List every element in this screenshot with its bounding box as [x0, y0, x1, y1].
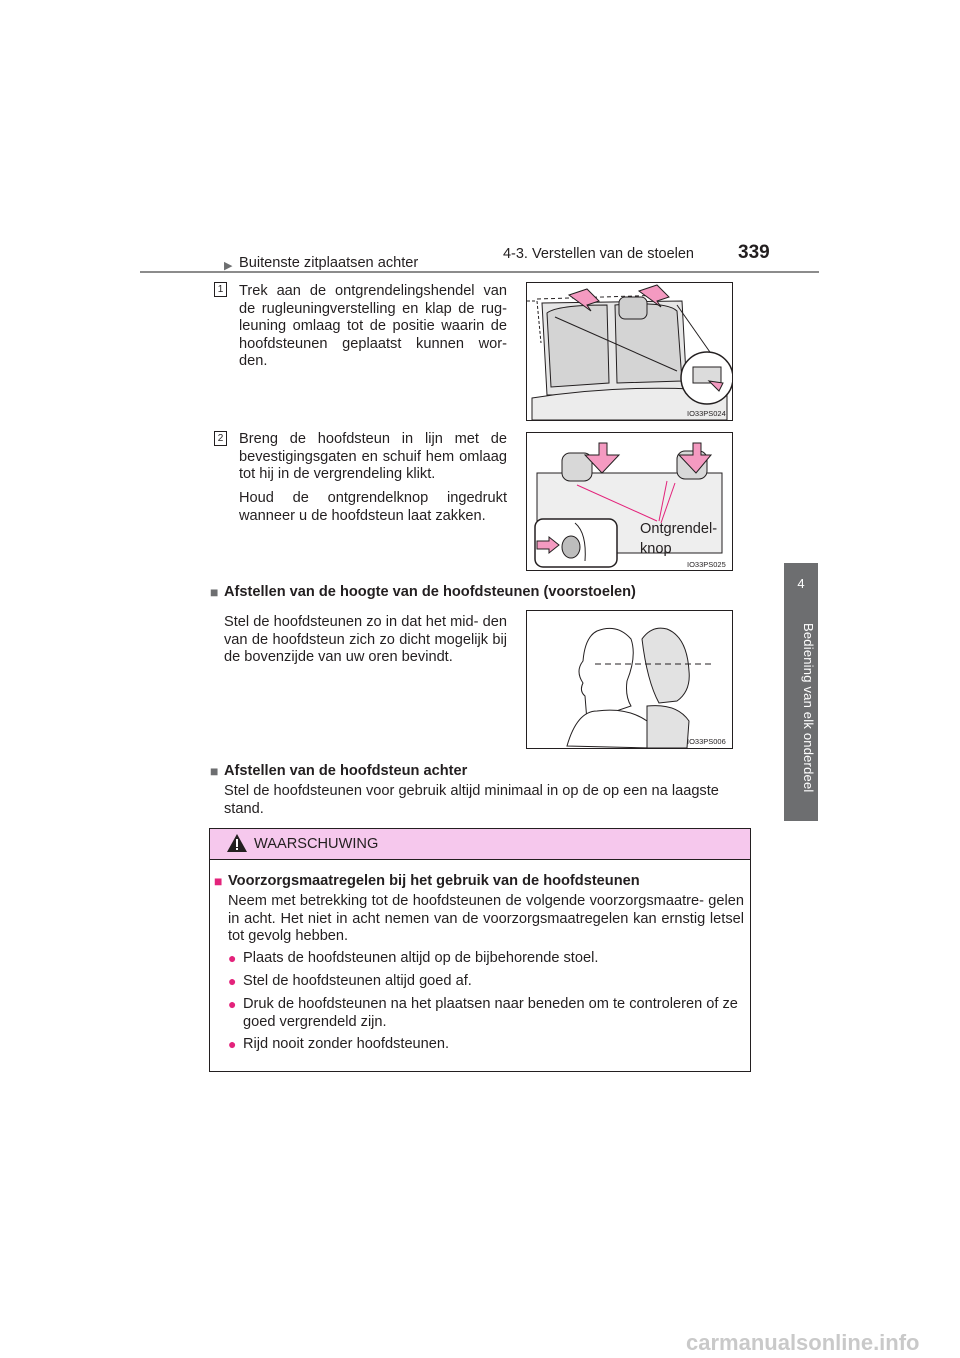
bullet-dot-icon: ● — [228, 973, 237, 989]
step-number: 2 — [214, 431, 227, 446]
rear-seat-fold-figure — [526, 282, 733, 421]
step-text-note: Houd de ontgrendelknop ingedrukt wanneer u de hoofdsteun laat zakken. — [239, 490, 507, 524]
chapter-tab-box — [784, 563, 818, 621]
step-number: 1 — [214, 282, 227, 297]
triangle-bullet-icon: ▶ — [224, 260, 233, 272]
warning-item: Rijd nooit zonder hoofdsteunen. — [243, 1036, 450, 1052]
step-text: Trek aan de ontgrendelingshendel van de rugleuningverstelling en klap de rug- leuning omlaag tot de positie waarin de hoofdsteunen geplaatst kunnen wor- den. — [239, 283, 507, 369]
headrest-install-figure — [526, 432, 733, 571]
square-bullet-icon: ■ — [214, 873, 223, 889]
bullet-dot-icon: ● — [228, 996, 237, 1012]
warning-intro: Neem met betrekking tot de hoofdsteunen de volgende voorzorgsmaatre- gelen in acht. Het niet in acht nemen van de voorzorgsmaatregelen kan ernstig letsel tot gevolg hebben. — [228, 893, 744, 944]
section-heading: Afstellen van de hoogte van de hoofdsteunen (voorstoelen) — [224, 584, 636, 600]
warning-title: Voorzorgsmaatregelen bij het gebruik van de hoofdsteunen — [228, 873, 640, 889]
callout-label: knop — [640, 541, 672, 557]
warning-triangle-icon — [226, 833, 248, 858]
square-bullet-icon: ■ — [210, 584, 219, 600]
watermark-text: carmanualsonline.info — [686, 1330, 920, 1355]
warning-label: WAARSCHUWING — [254, 836, 379, 852]
figure-code: IO33PS006 — [687, 737, 726, 746]
page-number: 339 — [738, 242, 770, 263]
square-bullet-icon: ■ — [210, 763, 219, 779]
section-title: 4-3. Verstellen van de stoelen — [502, 246, 694, 262]
head-position-figure — [526, 610, 733, 749]
section-text: Stel de hoofdsteunen voor gebruik altijd minimaal in op de op een na laagste stand. — [224, 783, 719, 817]
section-text: Stel de hoofdsteunen zo in dat het mid- den van de hoofdsteun zich zo dicht mogelijk bij de bovenzijde van uw oren bevindt. — [224, 614, 507, 665]
warning-item: Stel de hoofdsteunen altijd goed af. — [243, 973, 472, 989]
chapter-number: 4 — [797, 576, 805, 591]
subsection-title: Buitenste zitplaatsen achter — [239, 255, 419, 271]
bullet-dot-icon: ● — [228, 1036, 237, 1052]
chapter-label: Bediening van elk onderdeel — [801, 623, 816, 793]
figure-code: IO33PS024 — [687, 409, 726, 418]
warning-item: Plaats de hoofdsteunen altijd op de bijbehorende stoel. — [243, 950, 599, 966]
bullet-dot-icon: ● — [228, 950, 237, 966]
callout-label: Ontgrendel- — [640, 521, 718, 537]
warning-item: Druk de hoofdsteunen na het plaatsen naar beneden om te controleren of ze goed vergrendeld zijn. — [243, 996, 738, 1030]
section-heading: Afstellen van de hoofdsteun achter — [224, 763, 468, 779]
figure-code: IO33PS025 — [687, 560, 726, 569]
step-text: Breng de hoofdsteun in lijn met de bevestigingsgaten en schuif hem omlaag tot hij in de vergrendeling klikt. — [239, 431, 507, 482]
header-rule — [140, 271, 819, 273]
